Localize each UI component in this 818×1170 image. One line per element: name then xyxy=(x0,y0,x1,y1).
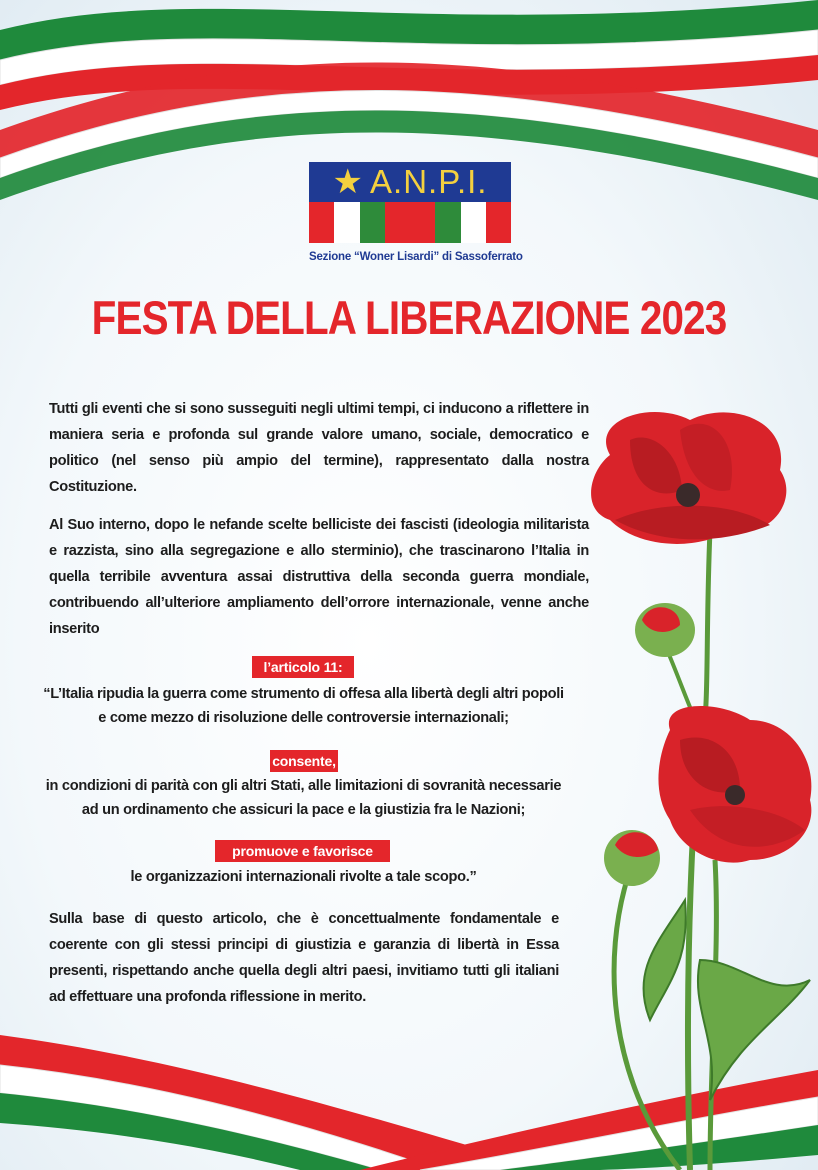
promuove-text: le organizzazioni internazionali rivolte a tale scopo.” xyxy=(130,869,477,885)
star-icon: ★ xyxy=(332,163,365,201)
history-paragraph: Al Suo interno, dopo le nefande scelte belliciste dei fascisti (ideologia militarista e razzista, sino alla segregazione e allo sterminio), che trascinarono l’Italia in quella terribile avventura assai distruttiva della seconda guerra mondiale, contribuendo all’ulteriore ampliamento dell’orrore internazionale, venne anche inserito xyxy=(49,517,589,637)
logo-subtitle: Sezione “Woner Lisardi” di Sassoferrato xyxy=(309,251,523,263)
logo-flag-stripes xyxy=(309,202,511,243)
consente-label: consente, xyxy=(270,750,338,772)
intro-paragraph: Tutti gli eventi che si sono susseguiti negli ultimi tempi, ci inducono a riflettere in maniera seria e profonda sul grande valore umano, sociale, democratico e politico (nel senso più ampio del termine), rappresentato dalla nostra Costituzione. xyxy=(49,401,589,495)
red-poppy-icon xyxy=(570,400,818,1170)
promuove-label: promuove e favorisce xyxy=(215,840,390,862)
consente-text: in condizioni di parità con gli altri Stati, alle limitazioni di sovranità necessarie ad un ordinamento che assicuri la pace e la giustizia fra le Nazioni; xyxy=(45,778,562,818)
anpi-logo xyxy=(309,162,523,263)
closing-paragraph: Sulla base di questo articolo, che è concettualmente fondamentale e coerente con gli stessi principi di giustizia e garanzia di libertà in Essa presenti, rispettando anche quella degli altri paesi, invitiamo tutti gli italiani ad effettuare una profonda riflessione in merito. xyxy=(49,911,559,1005)
page-title: FESTA DELLA LIBERAZIONE 2023 xyxy=(91,291,727,344)
article-quote: “L’Italia ripudia la guerra come strumento di offesa alla libertà degli altri popoli e come mezzo di risoluzione delle controversie internazionali; xyxy=(43,686,564,726)
logo-text: A.N.P.I. xyxy=(370,163,488,200)
article-label: l’articolo 11: xyxy=(252,656,354,678)
logo-banner xyxy=(309,162,511,202)
